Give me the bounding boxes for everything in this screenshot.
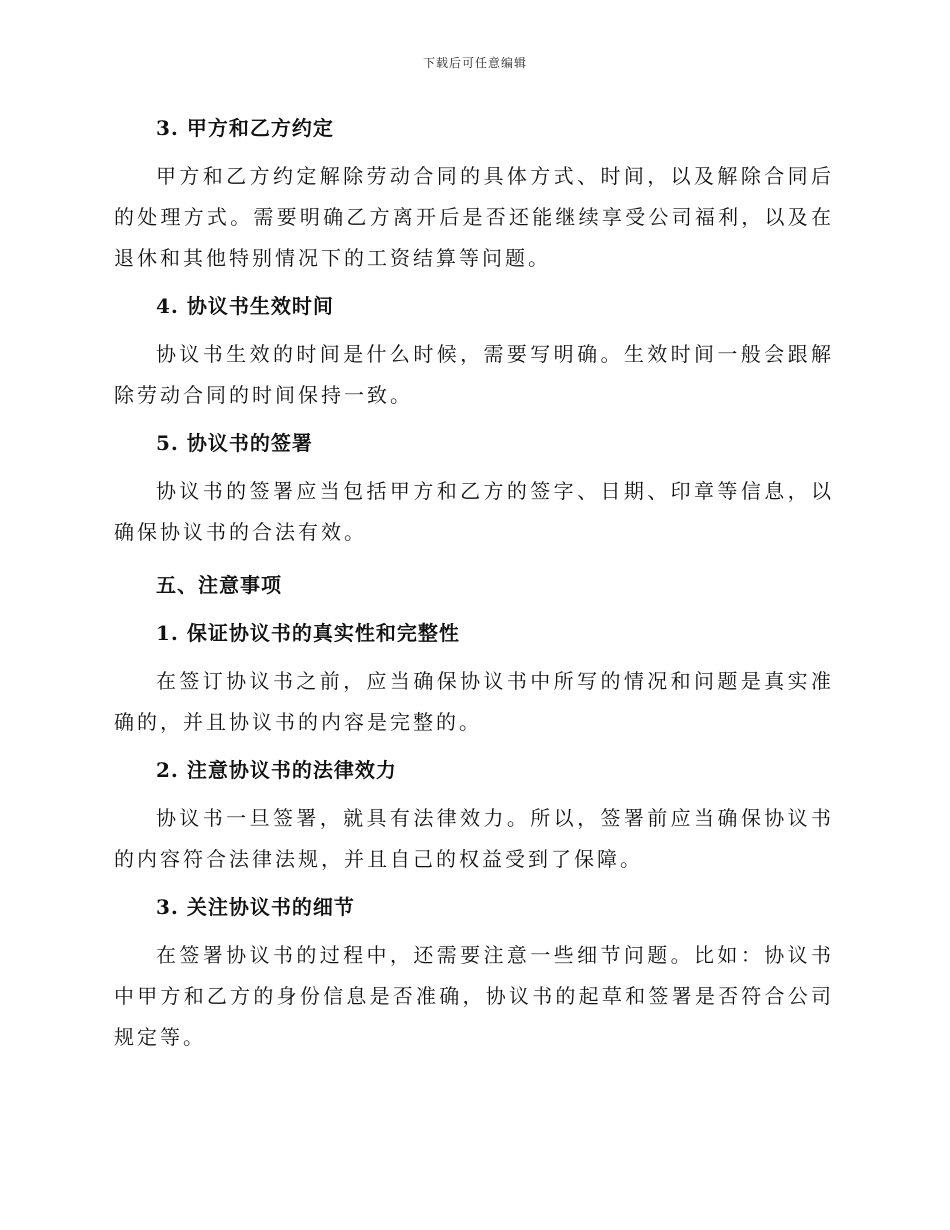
- section-heading-legal-effect: 2. 注意协议书的法律效力: [156, 758, 397, 782]
- section-heading-effective-time: 4. 协议书生效时间: [156, 294, 334, 318]
- section-heading-notes: 五、注意事项: [156, 573, 282, 597]
- section-paragraph-details: 在签署协议书的过程中，还需要注意一些细节问题。比如：协议书中甲方和乙方的身份信息是否准确，协议书的起草和签署是否符合公司规定等。: [114, 943, 834, 1049]
- section-paragraph-agreement: 甲方和乙方约定解除劳动合同的具体方式、时间，以及解除合同后的处理方式。需要明确乙方离开后是否还能继续享受公司福利，以及在退休和其他特别情况下的工资结算等问题。: [114, 164, 834, 270]
- section-heading-authenticity: 1. 保证协议书的真实性和完整性: [156, 621, 460, 645]
- section-heading-agreement: 3. 甲方和乙方约定: [156, 116, 334, 140]
- document-body: [114, 108, 834, 1058]
- section-paragraph-signing: 协议书的签署应当包括甲方和乙方的签字、日期、印章等信息，以确保协议书的合法有效。: [114, 479, 834, 544]
- header-note: 下载后可任意编辑: [422, 56, 527, 70]
- section-paragraph-effective-time: 协议书生效的时间是什么时候，需要写明确。生效时间一般会跟解除劳动合同的时间保持一致。: [114, 342, 834, 407]
- section-paragraph-legal-effect: 协议书一旦签署，就具有法律效力。所以，签署前应当确保协议书的内容符合法律法规，并且自己的权益受到了保障。: [114, 806, 834, 871]
- section-heading-signing: 5. 协议书的签署: [156, 431, 313, 455]
- section-paragraph-authenticity: 在签订协议书之前，应当确保协议书中所写的情况和问题是真实准确的，并且协议书的内容是完整的。: [114, 669, 834, 734]
- section-heading-details: 3. 关注协议书的细节: [156, 895, 355, 919]
